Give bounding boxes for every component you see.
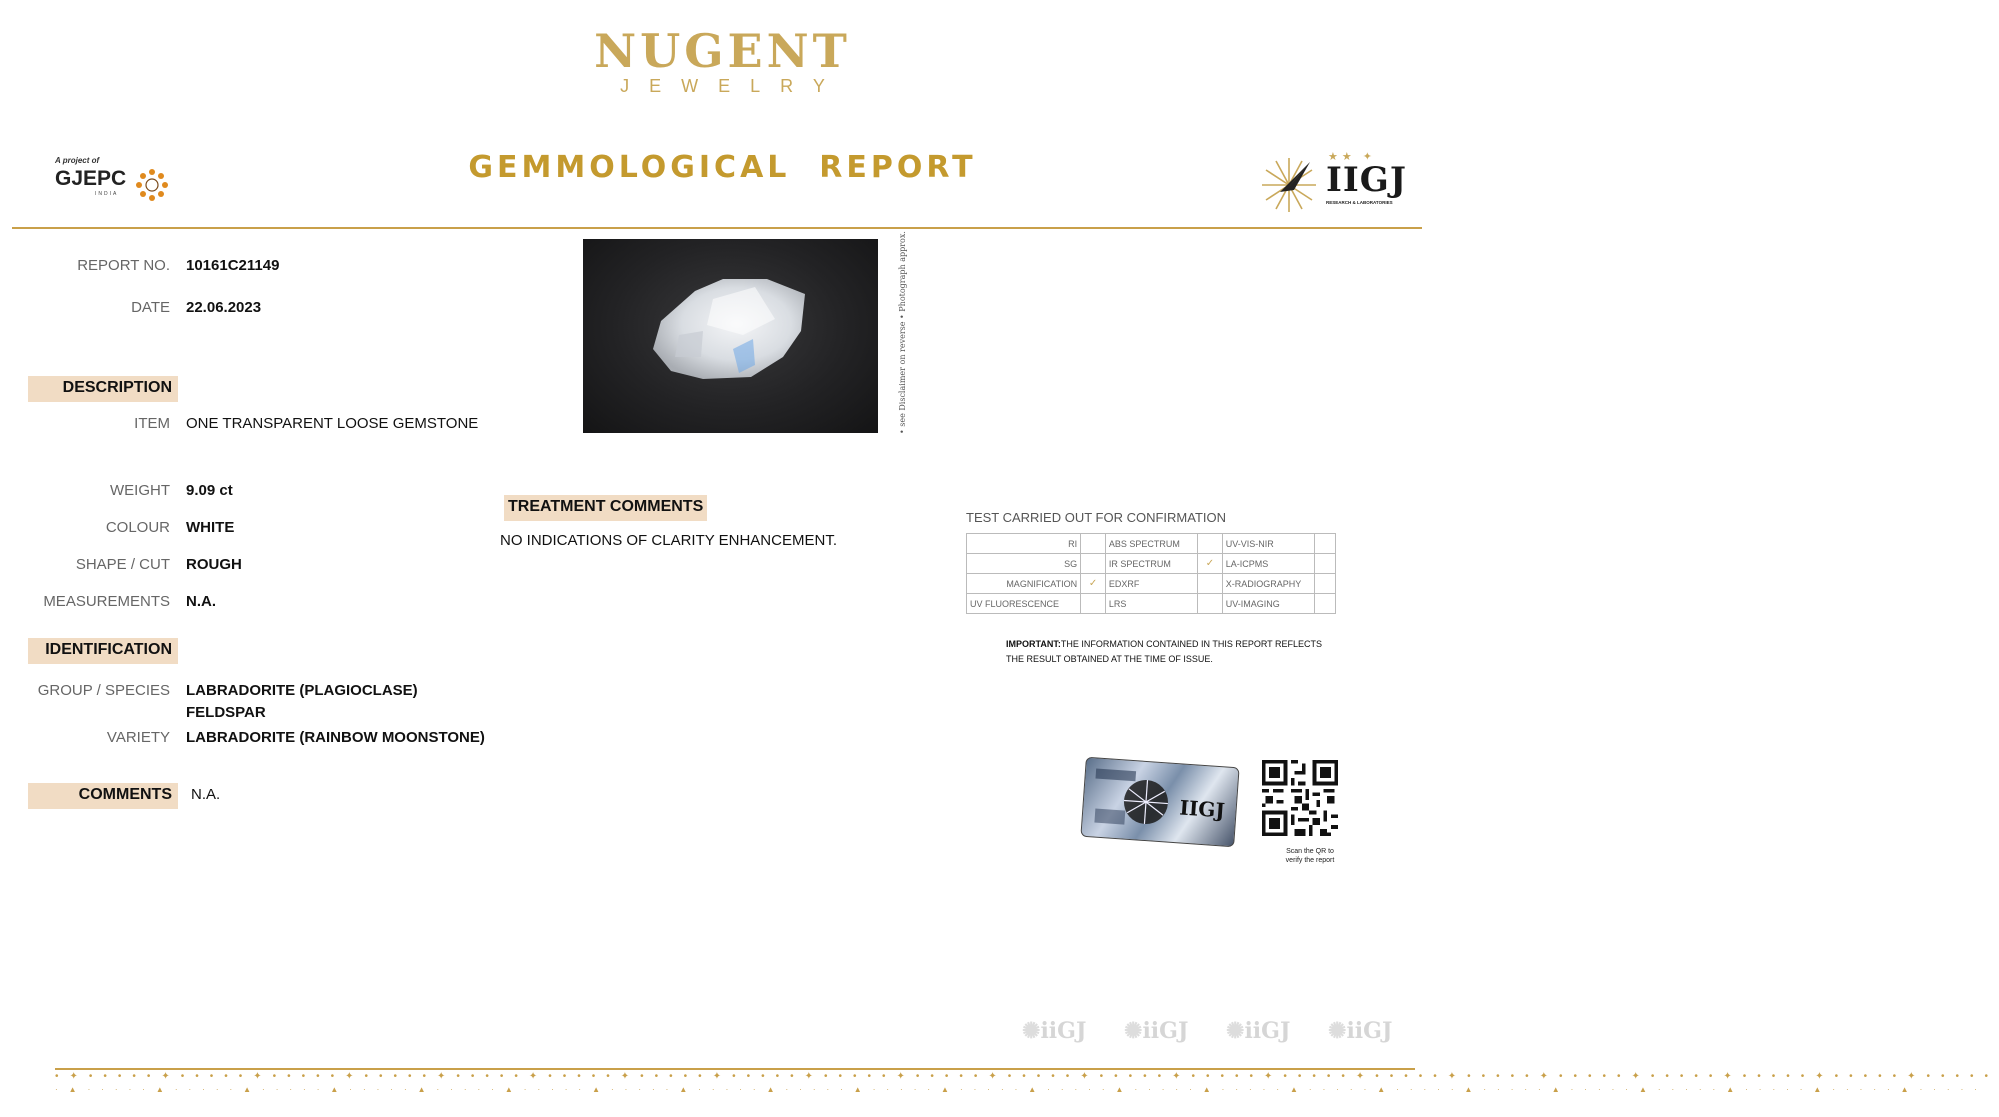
shape-value: ROUGH (186, 556, 242, 573)
watermark-logo: ✺iiGJ (1226, 1018, 1291, 1044)
test-cell: SG (967, 554, 1081, 574)
qr-code[interactable] (1262, 760, 1338, 836)
test-cell: IR SPECTRUM (1105, 554, 1197, 574)
important-text: THE INFORMATION CONTAINED IN THIS REPORT REFLECTS THE RESULT OBTAINED AT THE TIME OF ISSUE. (1006, 639, 1323, 664)
test-cell: LA-ICPMS (1222, 554, 1315, 574)
gjepc-tagline: A project of (55, 156, 100, 165)
weight-value: 9.09 ct (186, 482, 233, 499)
test-cell: UV-VIS-NIR (1222, 534, 1315, 554)
tests-row (967, 574, 1336, 594)
measurements-value: N.A. (186, 593, 216, 610)
item-value: ONE TRANSPARENT LOOSE GEMSTONE (186, 415, 479, 432)
item-label: ITEM (134, 415, 170, 432)
group-value-line2: FELDSPAR (186, 704, 266, 721)
gjepc-country: INDIA (95, 191, 119, 197)
date-label: DATE (131, 299, 170, 316)
report-title: GEMMOLOGICAL REPORT (468, 150, 977, 185)
comments-value: N.A. (191, 786, 221, 803)
measurements-label: MEASUREMENTS (43, 593, 170, 610)
check-icon (1198, 534, 1223, 554)
header-divider (12, 227, 1422, 229)
report-no-label: REPORT NO. (77, 257, 170, 274)
check-icon (1081, 554, 1106, 574)
test-cell: UV FLUORESCENCE (967, 594, 1081, 614)
group-label: GROUP / SPECIES (37, 682, 170, 699)
colour-value: WHITE (186, 519, 235, 536)
comments-heading: COMMENTS (28, 783, 178, 809)
footer-ornament: •✦•••••✦•••••✦•••••✦•••••✦•••••✦•••••✦•••••✦•••••✦•••••✦•••••✦•••••✦•••••✦•••••✦•••••✦•••••✦•••••✦•••••✦•••••✦•••••✦•••••✦••••• (55, 1071, 1999, 1082)
important-note (1006, 637, 1336, 667)
gemstone-image (583, 239, 878, 433)
tests-row (967, 554, 1336, 574)
variety-label: VARIETY (106, 729, 170, 746)
footer-divider (55, 1068, 1415, 1070)
brand-subtitle: JEWELRY (620, 76, 845, 96)
gjepc-name: GJEPC (55, 167, 127, 190)
gemstone-photo (583, 239, 878, 433)
tests-table (966, 533, 1336, 614)
report-no-value: 10161C21149 (186, 257, 280, 274)
test-cell: MAGNIFICATION (967, 574, 1081, 594)
qr-caption-line2: verify the report (1285, 857, 1335, 864)
footer-ornament: ·▲·····▲·····▲·····▲·····▲·····▲·····▲·····▲·····▲·····▲·····▲·····▲·····▲·····▲·····▲·····▲·····▲·····▲·····▲·····▲·····▲·····▲····· (55, 1085, 1988, 1094)
check-icon (1198, 574, 1223, 594)
check-icon (1198, 594, 1223, 614)
iigj-stars-icon: ★★ ✦ (1328, 151, 1376, 163)
identification-heading: IDENTIFICATION (28, 638, 178, 664)
weight-label: WEIGHT (110, 482, 170, 499)
test-cell: X-RADIOGRAPHY (1222, 574, 1315, 594)
shape-label: SHAPE / CUT (75, 556, 170, 573)
hologram-sticker (1080, 757, 1239, 848)
test-cell-empty (1315, 574, 1336, 594)
iigj-logo (1258, 150, 1418, 218)
hologram-icon (1081, 758, 1238, 846)
test-cell: RI (967, 534, 1081, 554)
group-value-line1: LABRADORITE (PLAGIOCLASE) (186, 682, 418, 699)
tests-row (967, 534, 1336, 554)
photo-disclaimer-note: • see Disclaimer on reverse • Photograph approx. (898, 231, 907, 434)
test-cell: UV-IMAGING (1222, 594, 1315, 614)
iigj-name: IIGJ (1326, 160, 1407, 200)
brand-name: NUGENT (594, 24, 851, 78)
watermark-logo: ✺iiGJ (1328, 1018, 1393, 1044)
variety-value: LABRADORITE (RAINBOW MOONSTONE) (186, 729, 485, 746)
iigj-sunburst-icon (1258, 154, 1320, 216)
test-cell-empty (1315, 594, 1336, 614)
check-icon: ✓ (1198, 554, 1223, 574)
qr-caption-line1: Scan the QR to (1286, 848, 1334, 855)
qr-caption (1270, 847, 1350, 865)
watermark-logo: ✺iiGJ (1124, 1018, 1189, 1044)
description-heading: DESCRIPTION (28, 376, 178, 402)
test-cell: ABS SPECTRUM (1105, 534, 1197, 554)
hologram-text: IIGJ (1178, 795, 1226, 823)
tests-row (967, 594, 1336, 614)
tests-title: TEST CARRIED OUT FOR CONFIRMATION (966, 510, 1227, 525)
test-cell-empty (1315, 554, 1336, 574)
treatment-heading: TREATMENT COMMENTS (504, 495, 707, 521)
test-cell: EDXRF (1105, 574, 1197, 594)
important-label: IMPORTANT: (1006, 639, 1061, 649)
test-cell: LRS (1105, 594, 1197, 614)
watermark-logo: ✺iiGJ (1022, 1018, 1087, 1044)
iigj-subtitle: RESEARCH & LABORATORIES (1326, 200, 1393, 205)
test-cell-empty (1315, 534, 1336, 554)
check-icon: ✓ (1081, 574, 1106, 594)
check-icon (1081, 534, 1106, 554)
treatment-text: NO INDICATIONS OF CLARITY ENHANCEMENT. (500, 532, 837, 549)
colour-label: COLOUR (105, 519, 170, 536)
check-icon (1081, 594, 1106, 614)
date-value: 22.06.2023 (186, 299, 262, 316)
